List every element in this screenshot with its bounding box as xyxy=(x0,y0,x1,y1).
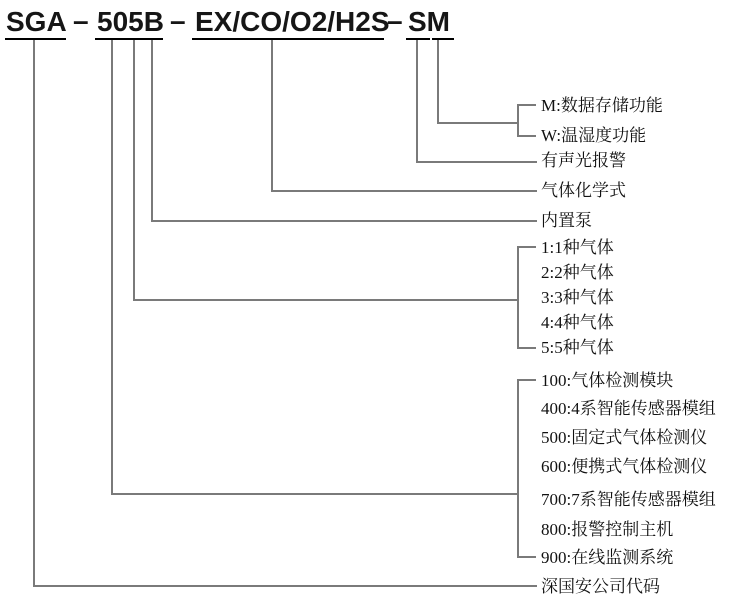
label-series-800: 800:报警控制主机 xyxy=(541,520,674,539)
leader-pump-vertical xyxy=(151,40,153,222)
code-separator-1: – xyxy=(73,5,89,36)
leader-company-horizontal xyxy=(33,585,537,587)
leader-alarm-horizontal xyxy=(416,161,537,163)
code-segment-sga: SGA xyxy=(6,6,67,37)
label-gas-count-1: 1:1种气体 xyxy=(541,238,614,257)
bracket-mw-top-tick xyxy=(517,104,536,106)
label-humidity: W:温湿度功能 xyxy=(541,126,647,145)
bracket-series-bottom-tick xyxy=(517,556,536,558)
leader-gas-count-vertical xyxy=(133,40,135,301)
bracket-gas-top-tick xyxy=(517,246,536,248)
label-gas-count-4: 4:4种气体 xyxy=(541,313,614,332)
label-alarm: 有声光报警 xyxy=(541,151,626,170)
underline-m xyxy=(432,38,454,40)
label-series-500: 500:固定式气体检测仪 xyxy=(541,428,708,447)
leader-pump-horizontal xyxy=(151,220,537,222)
underline-sga xyxy=(5,38,66,40)
bracket-gas-bottom-tick xyxy=(517,347,536,349)
label-series-900: 900:在线监测系统 xyxy=(541,548,674,567)
leader-mw-vertical xyxy=(437,40,439,124)
leader-formula-horizontal xyxy=(271,190,537,192)
label-formula: 气体化学式 xyxy=(541,181,626,200)
bracket-mw-vertical xyxy=(517,104,519,137)
code-segment-505b: 505B xyxy=(97,6,164,37)
code-segment-gases: EX/CO/O2/H2S xyxy=(195,6,390,37)
leader-formula-vertical xyxy=(271,40,273,192)
label-series-400: 400:4系智能传感器模组 xyxy=(541,399,716,418)
underline-s xyxy=(406,38,430,40)
label-storage: M:数据存储功能 xyxy=(541,96,663,115)
code-separator-2: – xyxy=(170,5,186,36)
underline-gases xyxy=(192,38,384,40)
leader-company-vertical xyxy=(33,40,35,587)
bracket-series-top-tick xyxy=(517,379,536,381)
code-separator-3: – xyxy=(387,5,403,36)
bracket-gas-vertical xyxy=(517,246,519,349)
label-series-600: 600:便携式气体检测仪 xyxy=(541,457,708,476)
label-pump: 内置泵 xyxy=(541,211,592,230)
leader-mw-horizontal xyxy=(437,122,519,124)
label-gas-count-3: 3:3种气体 xyxy=(541,288,614,307)
label-series-100: 100:气体检测模块 xyxy=(541,371,674,390)
bracket-mw-bottom-tick xyxy=(517,135,536,137)
bracket-series-vertical xyxy=(517,379,519,558)
leader-series-vertical xyxy=(111,40,113,495)
label-series-700: 700:7系智能传感器模组 xyxy=(541,490,716,509)
code-segment-sm: SM xyxy=(408,6,450,37)
label-company: 深国安公司代码 xyxy=(541,577,660,596)
label-gas-count-5: 5:5种气体 xyxy=(541,338,614,357)
leader-gas-count-horizontal xyxy=(133,299,519,301)
label-gas-count-2: 2:2种气体 xyxy=(541,263,614,282)
leader-series-horizontal xyxy=(111,493,519,495)
leader-alarm-vertical xyxy=(416,40,418,163)
